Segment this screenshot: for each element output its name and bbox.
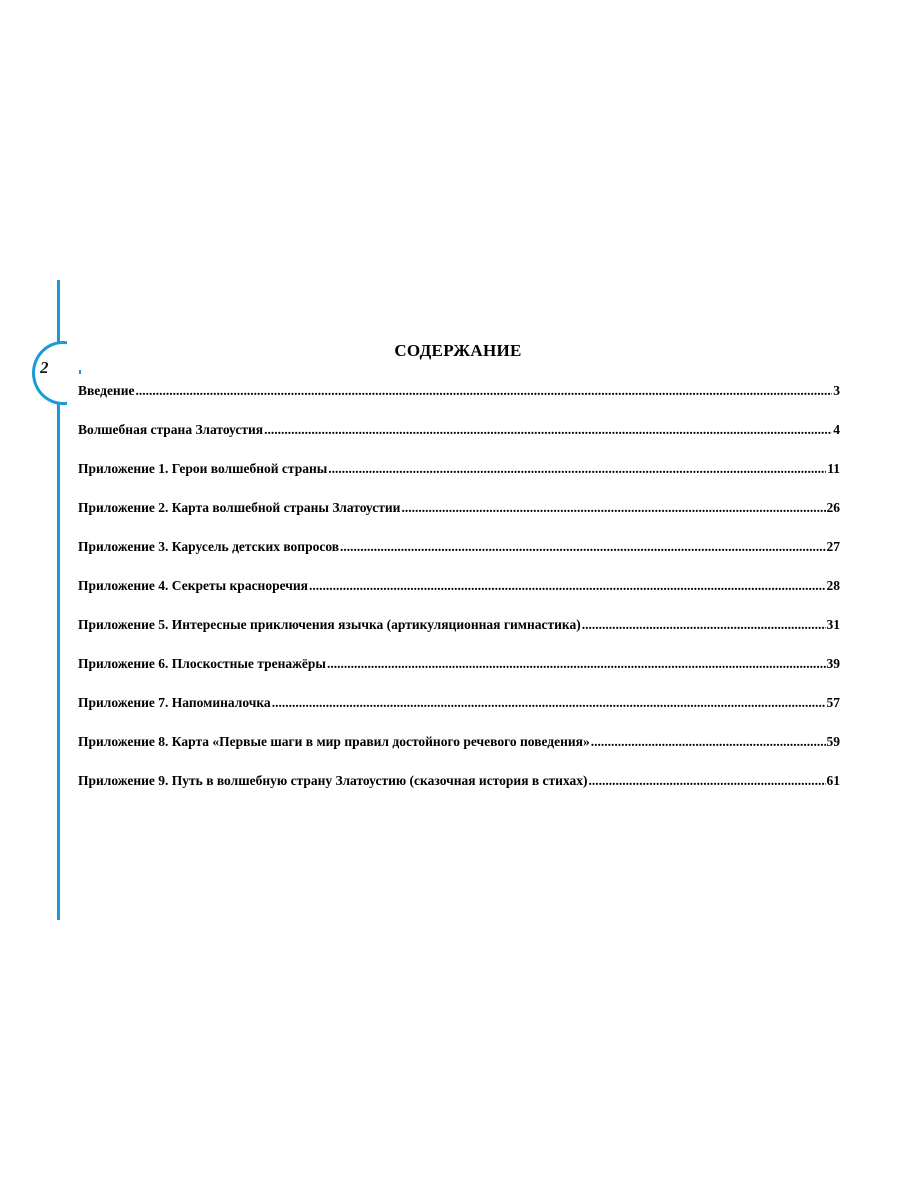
- toc-leader-dots: [309, 575, 826, 597]
- toc-item-appendix-6[interactable]: [78, 653, 840, 692]
- toc-item-appendix-4[interactable]: [78, 575, 840, 614]
- toc-item-page: 57: [826, 695, 840, 710]
- toc-leader-dots: [582, 614, 826, 636]
- toc-leader-dots: [589, 770, 826, 792]
- toc-item-page: 26: [826, 500, 840, 515]
- toc-item-text: Приложение 2. Карта волшебной страны Златоустии: [78, 500, 401, 515]
- toc-leader-dots: [272, 692, 826, 714]
- toc-item-appendix-9[interactable]: [78, 770, 840, 809]
- toc-item-text: Приложение 6. Плоскостные тренажёры: [78, 656, 326, 671]
- toc-item-introduction[interactable]: [78, 380, 840, 419]
- toc-leader-dots: [327, 653, 826, 675]
- toc-item-page: 11: [827, 461, 840, 476]
- toc-item-page: 39: [826, 656, 840, 671]
- page-number: 2: [40, 358, 49, 377]
- toc-leader-dots: [340, 536, 825, 558]
- toc-item-appendix-5[interactable]: [78, 614, 840, 653]
- toc-item-text: Приложение 3. Карусель детских вопросов: [78, 539, 340, 554]
- toc-item-page: 27: [826, 539, 840, 554]
- toc-item-text: Приложение 1. Герои волшебной страны: [78, 461, 328, 476]
- toc-item-appendix-2[interactable]: [78, 497, 840, 536]
- toc-item-text: Приложение 9. Путь в волшебную страну Златоустию (сказочная история в стихах): [78, 773, 588, 788]
- toc-item-text: Приложение 4. Секреты красноречия: [78, 578, 308, 593]
- toc-item-appendix-3[interactable]: [78, 536, 840, 575]
- toc-item-page: 59: [826, 734, 840, 749]
- margin-mark: [79, 370, 81, 374]
- toc-item-appendix-7[interactable]: [78, 692, 840, 731]
- toc-leader-dots: [591, 731, 826, 753]
- toc-item-page: 3: [833, 383, 840, 398]
- toc-item-page: 28: [826, 578, 840, 593]
- toc-leader-dots: [264, 419, 832, 441]
- toc-item-page: 31: [826, 617, 840, 632]
- toc-item-magic-country[interactable]: [78, 419, 840, 458]
- toc-item-page: 61: [826, 773, 840, 788]
- table-of-contents: [78, 380, 840, 809]
- toc-leader-dots: [328, 458, 826, 480]
- toc-title: СОДЕРЖАНИЕ: [394, 341, 522, 360]
- toc-item-appendix-8[interactable]: [78, 731, 840, 770]
- toc-item-text: Волшебная страна Златоустия: [78, 422, 264, 437]
- toc-item-text: Приложение 5. Интересные приключения язычка (артикуляционная гимнастика): [78, 617, 581, 632]
- toc-item-page: 4: [833, 422, 840, 437]
- toc-item-appendix-1[interactable]: [78, 458, 840, 497]
- toc-item-text: Приложение 8. Карта «Первые шаги в мир правил достойного речевого поведения»: [78, 734, 590, 749]
- toc-leader-dots: [135, 380, 832, 402]
- toc-leader-dots: [401, 497, 825, 519]
- toc-item-text: Введение: [78, 383, 135, 398]
- toc-item-text: Приложение 7. Напоминалочка: [78, 695, 271, 710]
